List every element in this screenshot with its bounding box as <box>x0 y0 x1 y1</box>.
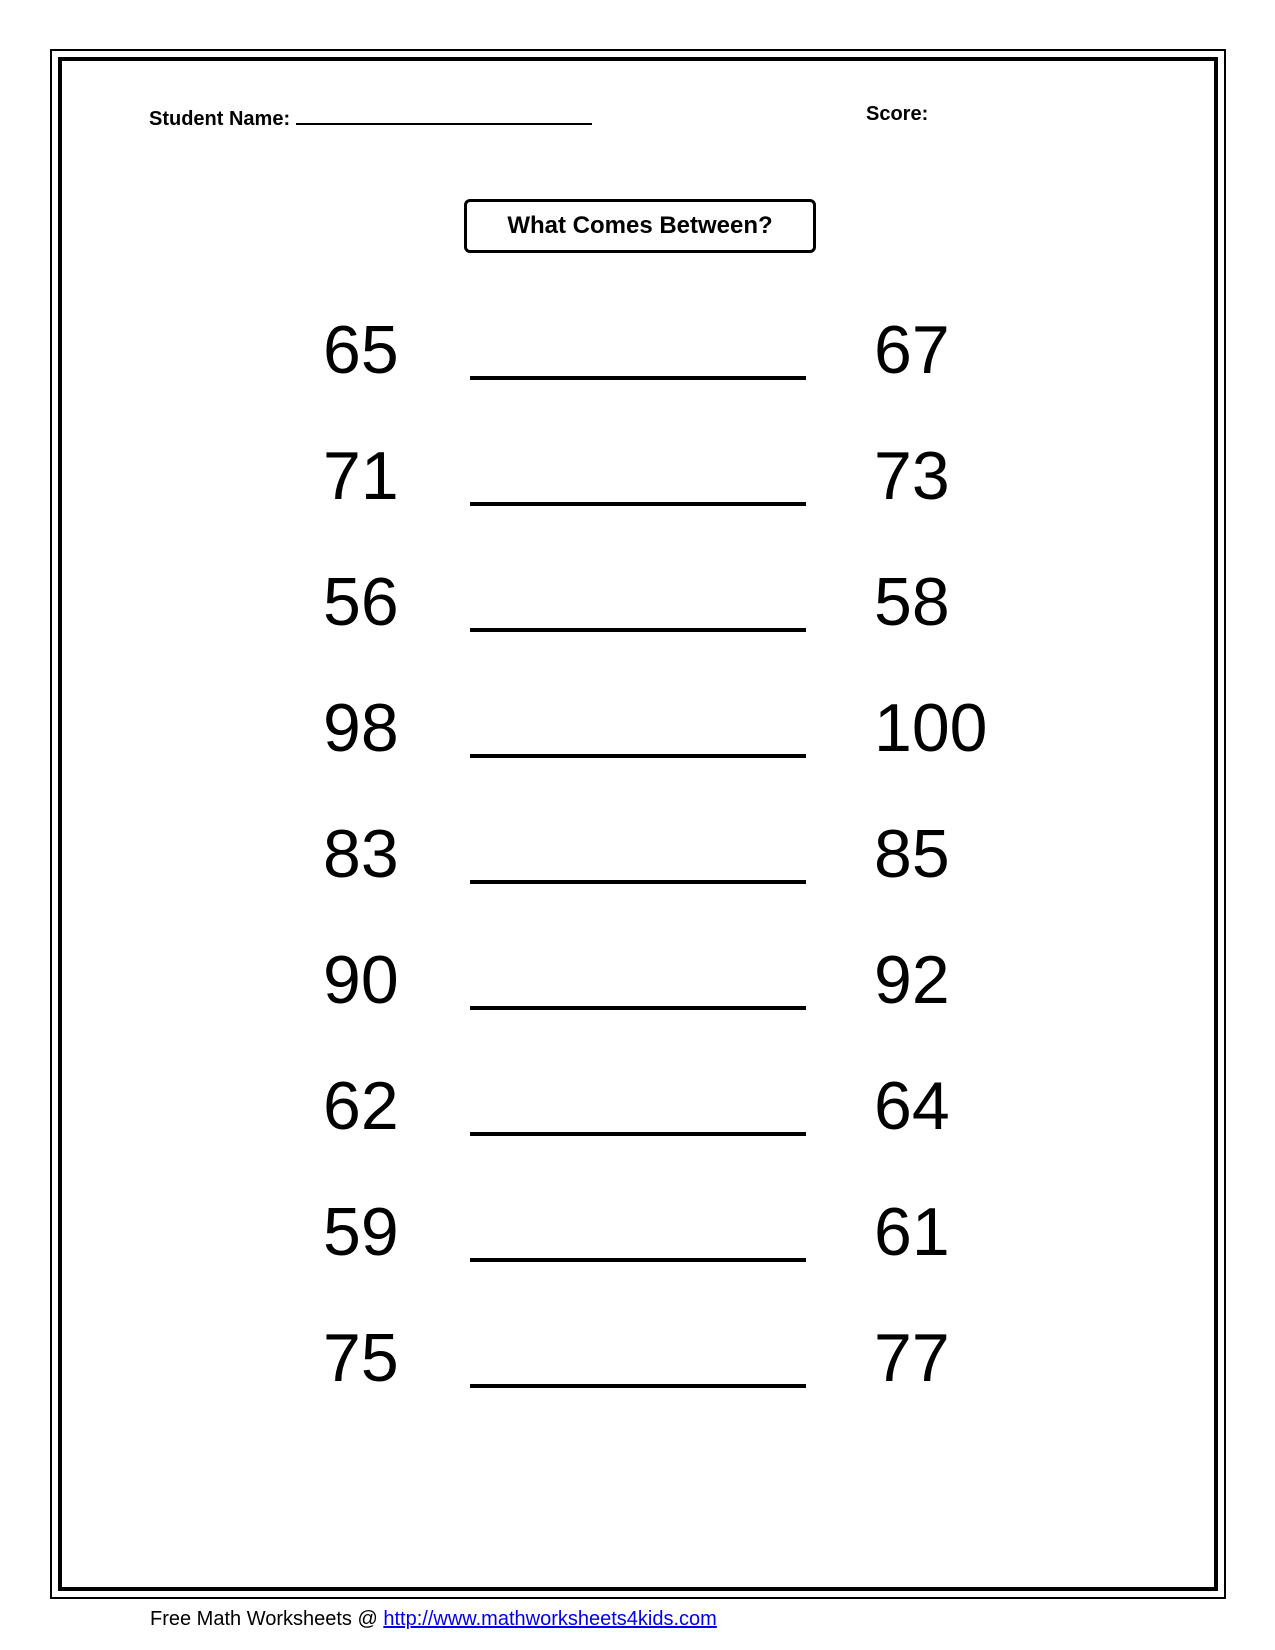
right-number: 58 <box>874 564 950 640</box>
right-number: 73 <box>874 438 950 514</box>
answer-blank[interactable] <box>470 1006 806 1010</box>
answer-blank[interactable] <box>470 376 806 380</box>
footer <box>150 1608 717 1631</box>
right-number: 92 <box>874 942 950 1018</box>
left-number: 83 <box>323 816 399 892</box>
problem-row <box>0 557 1275 683</box>
right-number: 64 <box>874 1068 950 1144</box>
left-number: 56 <box>323 564 399 640</box>
problem-row <box>0 1187 1275 1313</box>
right-number: 100 <box>874 690 988 766</box>
left-number: 71 <box>323 438 399 514</box>
problem-row <box>0 1061 1275 1187</box>
answer-blank[interactable] <box>470 880 806 884</box>
problem-row <box>0 809 1275 935</box>
student-name-line[interactable] <box>296 103 592 125</box>
right-number: 77 <box>874 1320 950 1396</box>
problem-row <box>0 683 1275 809</box>
answer-blank[interactable] <box>470 628 806 632</box>
right-number: 85 <box>874 816 950 892</box>
problem-row <box>0 935 1275 1061</box>
answer-blank[interactable] <box>470 1258 806 1262</box>
left-number: 90 <box>323 942 399 1018</box>
footer-text: Free Math Worksheets @ <box>150 1608 378 1630</box>
problem-list <box>0 305 1275 1439</box>
worksheet-title: What Comes Between? <box>507 212 773 239</box>
problem-row <box>0 431 1275 557</box>
left-number: 59 <box>323 1194 399 1270</box>
left-number: 65 <box>323 312 399 388</box>
left-number: 62 <box>323 1068 399 1144</box>
score-label: Score: <box>866 103 929 125</box>
answer-blank[interactable] <box>470 1132 806 1136</box>
answer-blank[interactable] <box>470 754 806 758</box>
student-name-label: Student Name: <box>149 108 291 130</box>
answer-blank[interactable] <box>470 1384 806 1388</box>
worksheet-title-box <box>464 199 816 253</box>
problem-row <box>0 1313 1275 1439</box>
student-name-field <box>149 103 592 131</box>
left-number: 75 <box>323 1320 399 1396</box>
problem-row <box>0 305 1275 431</box>
footer-link[interactable]: http://www.mathworksheets4kids.com <box>383 1608 717 1630</box>
answer-blank[interactable] <box>470 502 806 506</box>
right-number: 67 <box>874 312 950 388</box>
left-number: 98 <box>323 690 399 766</box>
worksheet-header <box>0 103 1275 133</box>
right-number: 61 <box>874 1194 950 1270</box>
score-field <box>866 103 928 126</box>
